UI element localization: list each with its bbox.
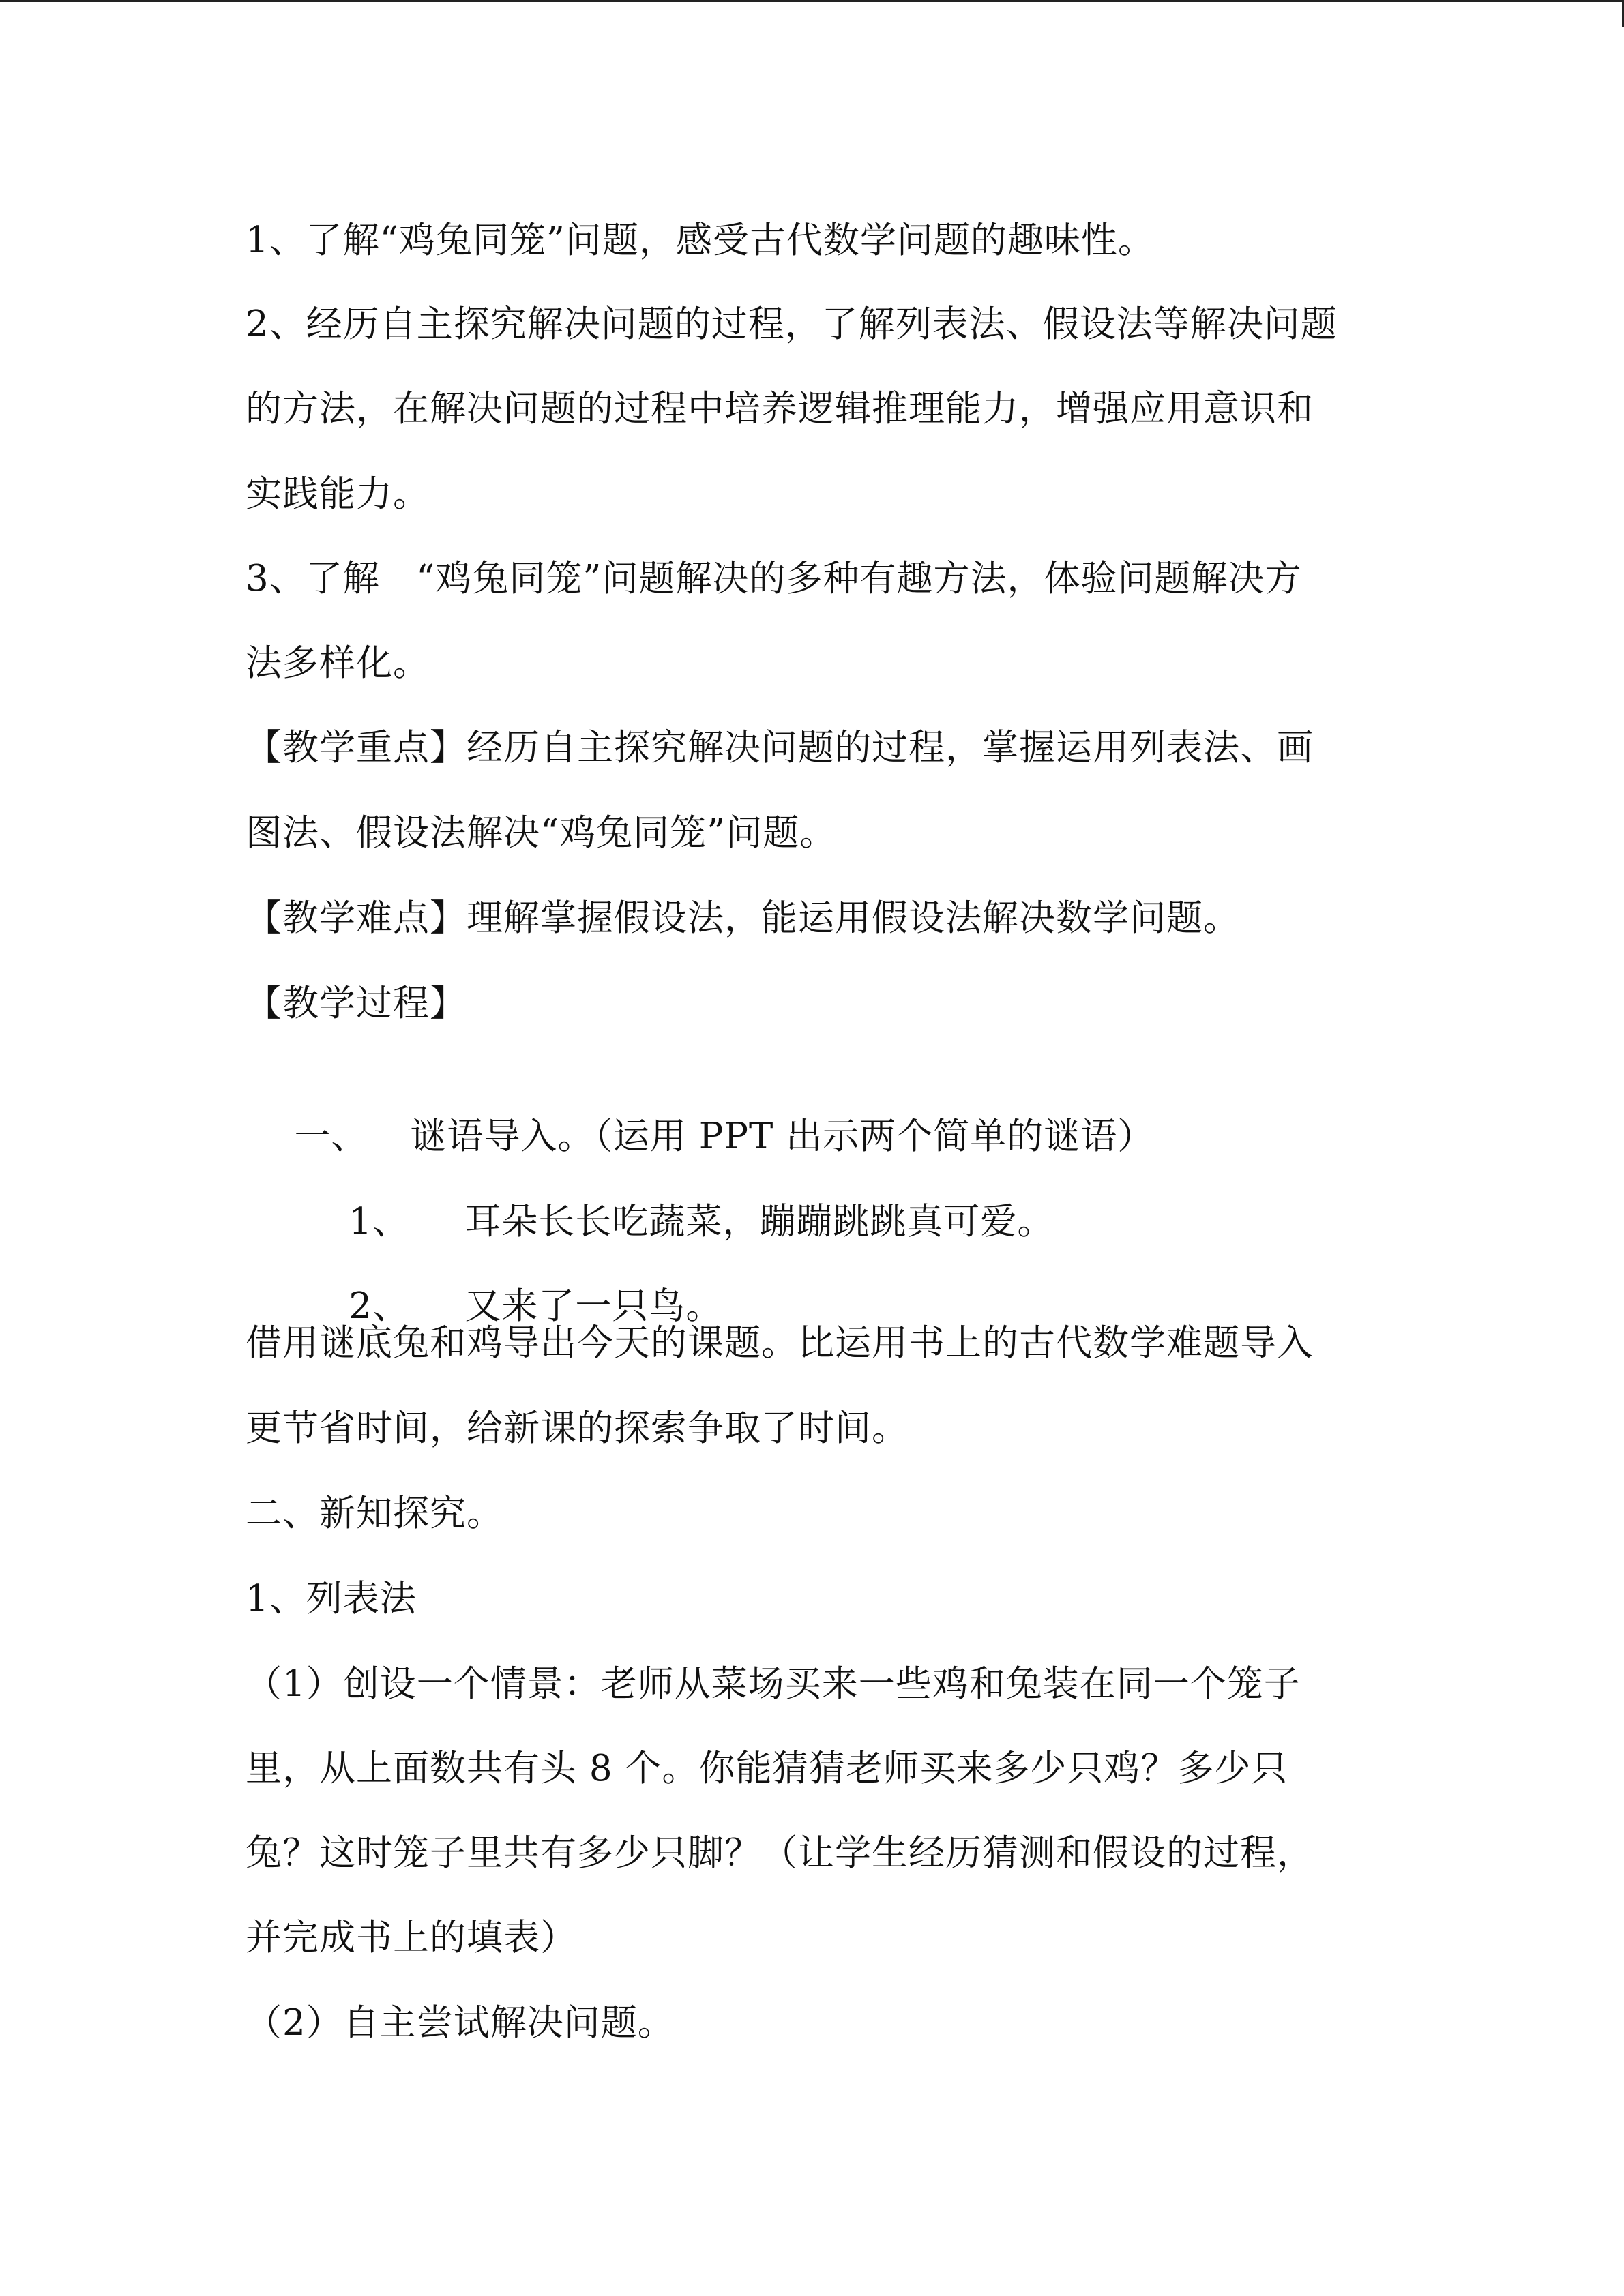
scenario-line-3: 兔？这时笼子里共有多少只脚？（让学生经历猜测和假设的过程， bbox=[246, 1832, 1314, 1874]
difficulty: 【教学难点】理解掌握假设法，能运用假设法解决数学问题。 bbox=[246, 897, 1240, 939]
key-point-line-1: 【教学重点】经历自主探究解决问题的过程，掌握运用列表法、画 bbox=[246, 727, 1314, 769]
objective-2-line-2: 的方法，在解决问题的过程中培养逻辑推理能力，增强应用意识和 bbox=[246, 388, 1314, 430]
objective-2-line-1: 2、经历自主探究解决问题的过程，了解列表法、假设法等解决问题 bbox=[246, 303, 1338, 345]
scenario-line-1: （1）创设一个情景：老师从菜场买来一些鸡和兔装在同一个笼子 bbox=[246, 1663, 1301, 1705]
section-1-text: 谜语导入。（运用 PPT 出示两个简单的谜语） bbox=[410, 1116, 1155, 1157]
step-2: （2）自主尝试解决问题。 bbox=[246, 2002, 675, 2044]
riddle-2-number: 2、 bbox=[349, 1285, 410, 1327]
riddle-1-number: 1、 bbox=[349, 1201, 410, 1242]
objective-3-line-2: 法多样化。 bbox=[246, 642, 430, 684]
section-2-heading: 二、新知探究。 bbox=[246, 1493, 503, 1534]
section-1-number: 一、 bbox=[294, 1116, 368, 1157]
objective-2-line-3: 实践能力。 bbox=[246, 473, 430, 515]
process-heading: 【教学过程】 bbox=[246, 983, 467, 1024]
scenario-line-4: 并完成书上的填表） bbox=[246, 1917, 577, 1958]
key-point-line-2: 图法、假设法解决“鸡兔同笼”问题。 bbox=[246, 812, 837, 854]
page-top-border bbox=[0, 0, 1624, 2]
intro-note-line-1: 借用谜底兔和鸡导出今天的课题。比运用书上的古代数学难题导入 bbox=[246, 1322, 1314, 1364]
scenario-line-2: 里，从上面数共有头 8 个。你能猜猜老师买来多少只鸡？多少只 bbox=[246, 1748, 1288, 1789]
riddle-1-text: 耳朵长长吃蔬菜，蹦蹦跳跳真可爱。 bbox=[464, 1201, 1054, 1242]
objective-3-line-1: 3、了解 “鸡兔同笼”问题解决的多种有趣方法，体验问题解决方 bbox=[246, 558, 1302, 599]
intro-note-line-2: 更节省时间，给新课的探索争取了时间。 bbox=[246, 1407, 909, 1449]
method-1-heading: 1、列表法 bbox=[246, 1578, 417, 1620]
riddle-2-text: 又来了一只鸟。 bbox=[464, 1285, 723, 1327]
objective-1: 1、了解“鸡兔同笼”问题，感受古代数学问题的趣味性。 bbox=[246, 220, 1155, 261]
